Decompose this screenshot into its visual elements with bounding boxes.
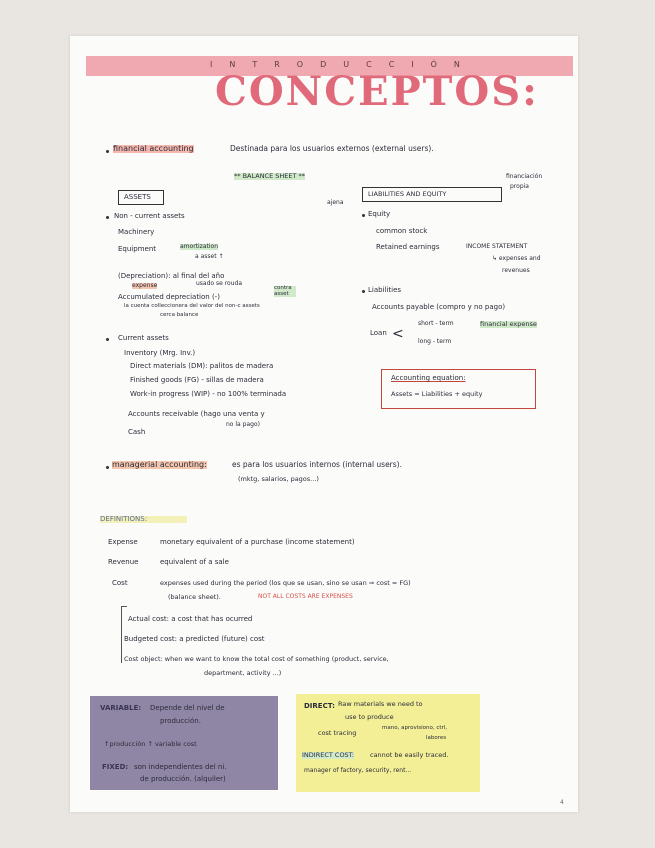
page-number: 4 bbox=[560, 799, 564, 806]
contra-asset-tag: contra asset bbox=[274, 286, 296, 297]
managerial-text: es para los usuarios internos (internal users). bbox=[232, 460, 402, 469]
assets-label: ASSETS bbox=[124, 193, 151, 201]
fixed-def: son independientes del ni. bbox=[134, 763, 227, 771]
long-term: long - term bbox=[418, 338, 452, 345]
retained-earnings: Retained earnings bbox=[376, 243, 440, 251]
cost-object2: department, activity ...) bbox=[204, 669, 282, 677]
intro-heading: INTRODUCCIÓN bbox=[210, 60, 477, 69]
managerial-text2: (mktg, salarios, pagos...) bbox=[238, 475, 319, 483]
loan: Loan bbox=[370, 329, 387, 337]
revenue-term: Revenue bbox=[108, 558, 139, 566]
bullet bbox=[106, 466, 109, 469]
liabilities-label: LIABILITIES AND EQUITY bbox=[368, 190, 447, 198]
bracket-line bbox=[121, 606, 127, 607]
revenues-note: revenues bbox=[502, 267, 530, 274]
balance-sheet-label: ** BALANCE SHEET ** bbox=[234, 172, 306, 180]
bullet bbox=[106, 150, 109, 153]
equation-title: Accounting equation: bbox=[391, 374, 466, 382]
equipment-note: amortization bbox=[180, 243, 218, 250]
variable-def2: producción. bbox=[160, 717, 201, 725]
tracing-note: mano, aprovisiono, ctrl, bbox=[382, 725, 448, 731]
bullet bbox=[106, 216, 109, 219]
accounts-payable: Accounts payable (compro y no pago) bbox=[372, 303, 506, 311]
indirect-label: INDIRECT COST: bbox=[302, 751, 355, 759]
brace: < bbox=[392, 326, 404, 342]
equipment: Equipment bbox=[118, 245, 156, 253]
common-stock: common stock bbox=[376, 227, 428, 235]
revenue-definition: equivalent of a sale bbox=[160, 558, 229, 566]
direct-label: DIRECT: bbox=[304, 702, 335, 710]
direct-def2: use to produce bbox=[345, 713, 394, 721]
equity: Equity bbox=[368, 210, 391, 218]
fixed-def2: de producción. (alquiler) bbox=[140, 775, 226, 783]
short-term: short - term bbox=[418, 320, 454, 327]
accounts-receivable: Accounts receivable (hago una venta y bbox=[128, 410, 265, 418]
cost-definition2: (balance sheet). bbox=[168, 593, 221, 601]
direct-def: Raw materials we need to bbox=[338, 700, 423, 708]
managerial-label: managerial accounting: bbox=[112, 460, 207, 469]
expense-term: Expense bbox=[108, 538, 138, 546]
income-statement: INCOME STATEMENT bbox=[466, 243, 528, 250]
financing-note: financiación bbox=[506, 173, 543, 180]
accum-note2: cerca balance bbox=[160, 312, 199, 318]
ajena-note: ajena bbox=[327, 199, 344, 206]
fixed-label: FIXED: bbox=[102, 763, 129, 771]
indirect-def2: manager of factory, security, rent... bbox=[304, 767, 412, 774]
bullet bbox=[362, 290, 365, 293]
bracket-line bbox=[121, 606, 122, 663]
cost-tracing: cost tracing bbox=[318, 729, 357, 737]
depreciation: (Depreciation): al final del año bbox=[118, 272, 225, 280]
inventory: Inventory (Mrg. Inv.) bbox=[124, 349, 196, 357]
definitions-label: DEFINITIONS: bbox=[100, 516, 187, 523]
liabilities: Liabilities bbox=[368, 286, 402, 294]
financial-expense-tag: financial expense bbox=[480, 320, 537, 328]
accum-note: la cuenta colleccionera del valor del non-c assets bbox=[124, 303, 260, 309]
cost-note: NOT ALL COSTS ARE EXPENSES bbox=[258, 593, 353, 600]
expense-tag: expense bbox=[132, 282, 158, 289]
current-assets: Current assets bbox=[118, 334, 169, 342]
financial-label: financial accounting bbox=[113, 144, 194, 153]
accounts-receivable2: no la pago) bbox=[226, 421, 260, 428]
equation: Assets = Liabilities + equity bbox=[391, 390, 483, 398]
cost-object: Cost object: when we want to know the total cost of something (product, service, bbox=[124, 655, 389, 663]
budgeted-cost: Budgeted cost: a predicted (future) cost bbox=[124, 635, 265, 643]
work-in-progress: Work-in progress (WIP) - no 100% terminada bbox=[130, 390, 287, 398]
depreciation2: usado se rouda bbox=[196, 280, 243, 287]
variable-label: VARIABLE: bbox=[100, 704, 142, 712]
expenses-note: ↳ expenses and bbox=[492, 255, 541, 262]
indirect-def: cannot be easily traced. bbox=[370, 751, 449, 759]
direct-materials: Direct materials (DM): palitos de madera bbox=[130, 362, 274, 370]
financial-text: Destinada para los usuarios externos (external users). bbox=[230, 144, 434, 153]
bullet bbox=[362, 214, 365, 217]
machinery: Machinery bbox=[118, 228, 155, 236]
tracing-note2: labores bbox=[426, 735, 447, 741]
finished-goods: Finished goods (FG) - sillas de madera bbox=[130, 376, 264, 384]
accumulated-depreciation: Accumulated depreciation (-) bbox=[118, 293, 220, 301]
cash: Cash bbox=[128, 428, 146, 436]
cost-definition: expenses used during the period (los que se usan, sino se usan ⇒ cost = FG) bbox=[160, 579, 411, 587]
bullet bbox=[106, 338, 109, 341]
cost-term: Cost bbox=[112, 579, 128, 587]
variable-arrow: ↑producción ↑ variable cost bbox=[104, 740, 197, 748]
expense-definition: monetary equivalent of a purchase (income statement) bbox=[160, 538, 355, 546]
variable-def: Depende del nivel de bbox=[150, 704, 225, 712]
propia-note: propia bbox=[510, 183, 529, 190]
actual-cost: Actual cost: a cost that has ocurred bbox=[128, 615, 253, 623]
equipment-note2: a asset ↑ bbox=[195, 253, 224, 260]
page-title: CONCEPTOS: bbox=[215, 68, 539, 115]
noncurrent-assets: Non - current assets bbox=[114, 212, 185, 220]
